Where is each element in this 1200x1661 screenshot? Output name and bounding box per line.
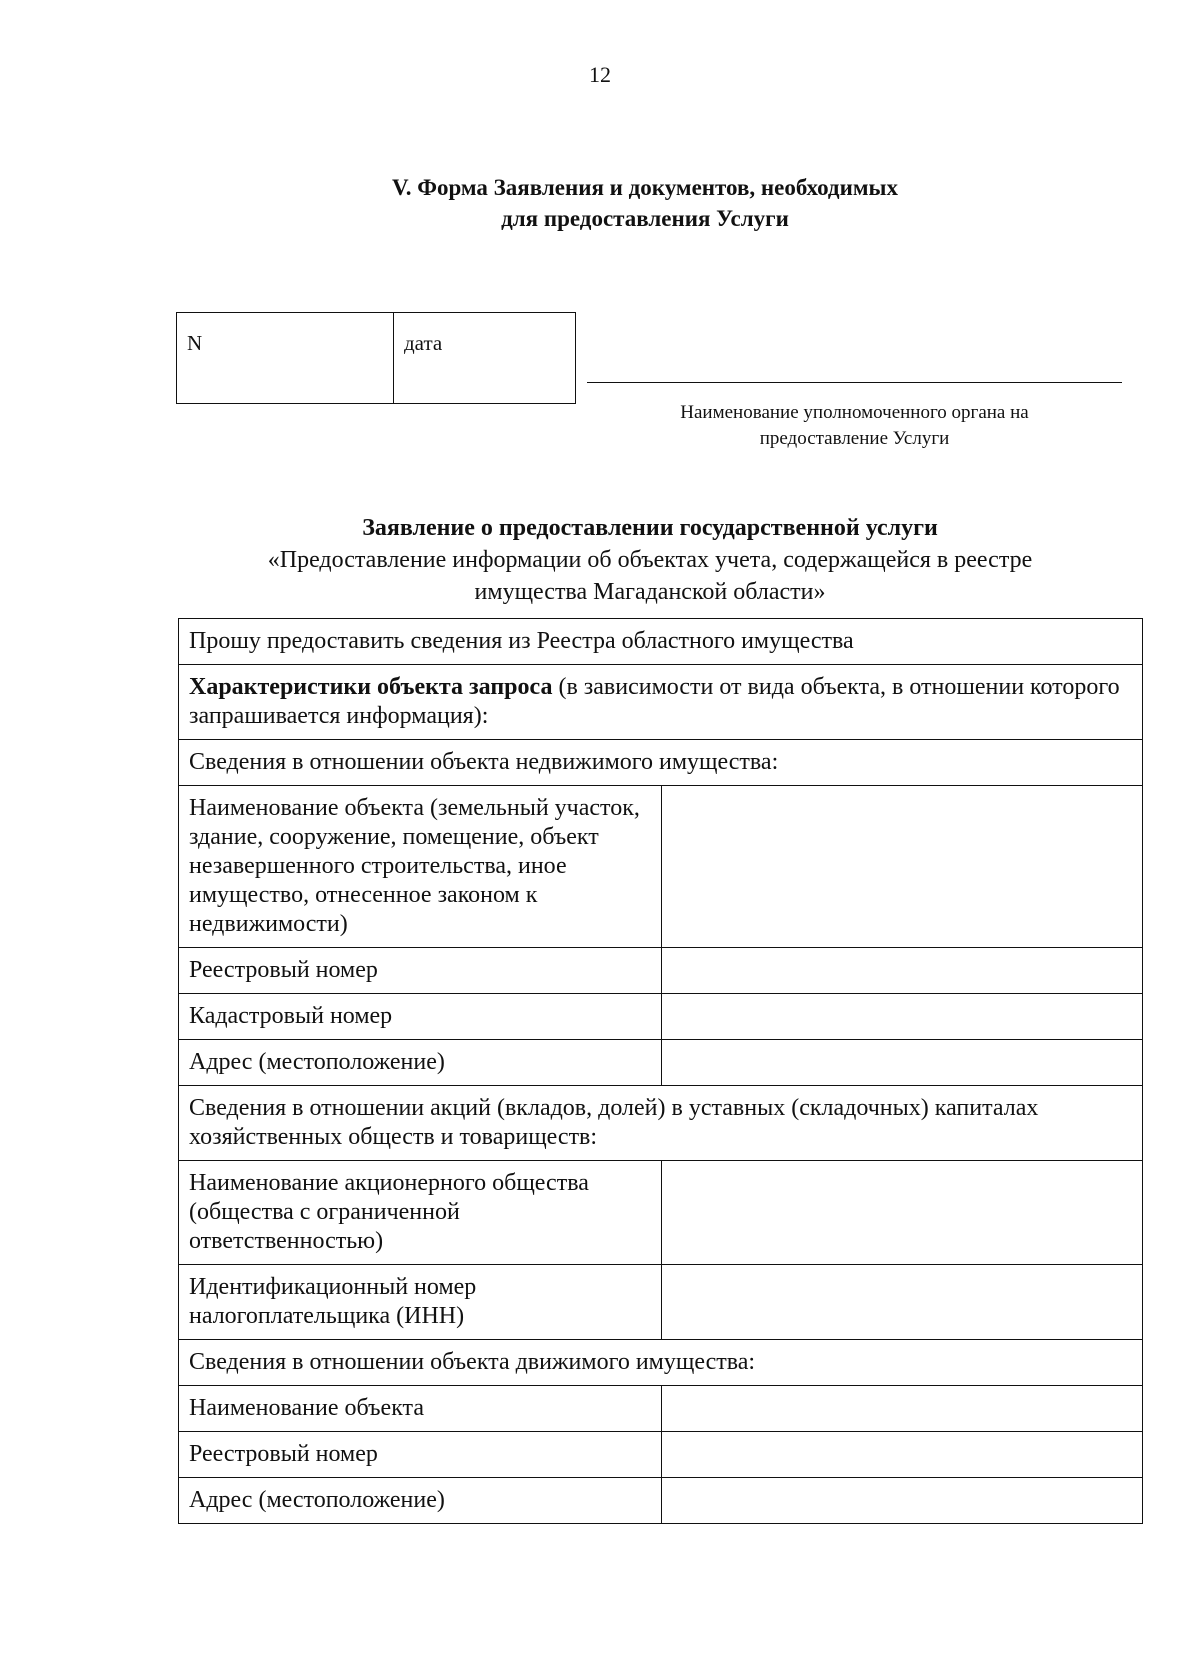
application-subtitle-line2: имущества Магаданской области»	[474, 579, 826, 605]
registration-date-field[interactable]	[394, 313, 575, 403]
real-estate-registry-label: Реестровый номер	[179, 948, 662, 994]
table-row	[179, 994, 1143, 1040]
characteristics-rest: (в зависимости от вида объекта, в отношении которого запрашивается информация):	[189, 674, 1120, 729]
movable-address-label: Адрес (местоположение)	[179, 1478, 662, 1524]
application-title: Заявление о предоставлении государственной услуги	[362, 515, 938, 541]
registration-date-label: дата	[404, 331, 443, 355]
real-estate-address-field[interactable]	[662, 1040, 1143, 1086]
registration-number-label: N	[187, 331, 203, 355]
shares-inn-field[interactable]	[662, 1265, 1143, 1340]
table-row	[179, 948, 1143, 994]
authority-name-line[interactable]	[587, 382, 1122, 383]
table-row	[179, 619, 1143, 665]
table-row	[179, 1040, 1143, 1086]
registration-box	[176, 312, 576, 404]
section-title-line1: V. Форма Заявления и документов, необходимых	[392, 175, 898, 200]
real-estate-name-label: Наименование объекта (земельный участок, здание, сооружение, помещение, объект незавершенного строительства, иное имущество, отнесенное законом к недвижимости)	[179, 786, 662, 948]
real-estate-address-label: Адрес (местоположение)	[179, 1040, 662, 1086]
movable-name-field[interactable]	[662, 1386, 1143, 1432]
characteristics-cell	[179, 665, 1143, 740]
section-title	[0, 172, 1200, 234]
table-row	[179, 1386, 1143, 1432]
shares-header: Сведения в отношении акций (вкладов, долей) в уставных (складочных) капиталах хозяйственных обществ и товариществ:	[179, 1086, 1143, 1161]
real-estate-registry-field[interactable]	[662, 948, 1143, 994]
real-estate-cadastral-label: Кадастровый номер	[179, 994, 662, 1040]
movable-registry-label: Реестровый номер	[179, 1432, 662, 1478]
request-cell: Прошу предоставить сведения из Реестра областного имущества	[179, 619, 1143, 665]
table-row	[179, 740, 1143, 786]
table-row	[179, 1161, 1143, 1265]
shares-company-label: Наименование акционерного общества (общества с ограниченной ответственностью)	[179, 1161, 662, 1265]
application-heading	[150, 512, 1150, 608]
table-row	[179, 1340, 1143, 1386]
table-row	[179, 1086, 1143, 1161]
application-subtitle-line1: «Предоставление информации об объектах учета, содержащейся в реестре	[267, 547, 1033, 573]
authority-caption-line1: Наименование уполномоченного органа на	[680, 402, 1029, 423]
movable-header: Сведения в отношении объекта движимого имущества:	[179, 1340, 1143, 1386]
page-number: 12	[589, 62, 611, 87]
characteristics-bold: Характеристики объекта запроса	[189, 674, 553, 700]
real-estate-name-field[interactable]	[662, 786, 1143, 948]
authority-caption	[587, 400, 1122, 452]
table-row	[179, 786, 1143, 948]
table-row	[179, 1478, 1143, 1524]
movable-name-label: Наименование объекта	[179, 1386, 662, 1432]
section-title-line2: для предоставления Услуги	[501, 206, 789, 231]
table-row	[179, 1432, 1143, 1478]
table-row	[179, 665, 1143, 740]
movable-address-field[interactable]	[662, 1478, 1143, 1524]
real-estate-header: Сведения в отношении объекта недвижимого имущества:	[179, 740, 1143, 786]
table-row	[179, 1265, 1143, 1340]
shares-company-field[interactable]	[662, 1161, 1143, 1265]
authority-caption-line2: предоставление Услуги	[759, 428, 950, 449]
registration-number-field[interactable]	[177, 313, 394, 403]
movable-registry-field[interactable]	[662, 1432, 1143, 1478]
shares-inn-label: Идентификационный номер налогоплательщика (ИНН)	[179, 1265, 662, 1340]
application-form-table	[178, 618, 1143, 1524]
real-estate-cadastral-field[interactable]	[662, 994, 1143, 1040]
